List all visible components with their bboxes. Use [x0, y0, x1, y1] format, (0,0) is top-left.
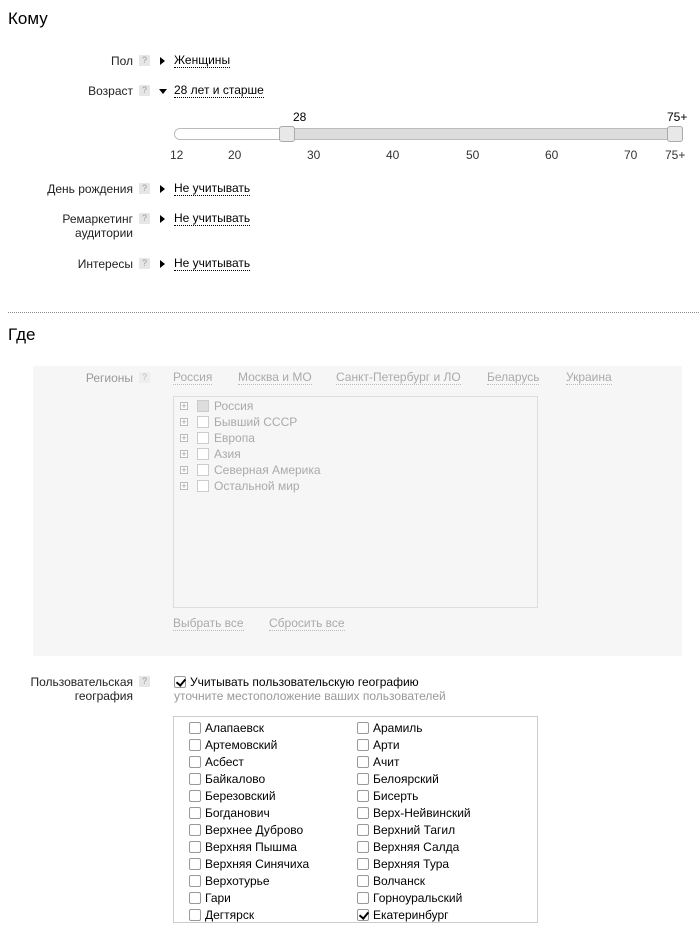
city-label[interactable]: Верхнее Дуброво: [205, 823, 304, 837]
city-label[interactable]: Арамиль: [373, 721, 423, 735]
age-slider-low-handle[interactable]: [279, 126, 295, 142]
gender-label: Пол: [110, 54, 133, 68]
age-slider-tick: 40: [386, 148, 400, 162]
user-geo-help-icon[interactable]: ?: [139, 676, 150, 687]
city-checkbox[interactable]: [189, 773, 201, 785]
city-label[interactable]: Богданович: [205, 806, 270, 820]
select-all-link[interactable]: Выбрать все: [173, 616, 244, 630]
city-label[interactable]: Горноуральский: [373, 891, 463, 905]
age-slider-tick: 50: [466, 148, 480, 162]
remarketing-help-icon[interactable]: ?: [139, 213, 150, 224]
gender-help-icon[interactable]: ?: [139, 55, 150, 66]
city-label[interactable]: Асбест: [205, 755, 244, 769]
age-slider-tick: 30: [307, 148, 321, 162]
expand-plus-icon[interactable]: +: [181, 433, 187, 443]
city-checkbox[interactable]: [189, 858, 201, 870]
interests-label: Интересы: [77, 257, 133, 271]
interests-help-icon[interactable]: ?: [139, 258, 150, 269]
city-label[interactable]: Верхняя Тура: [373, 857, 450, 871]
region-quick-link[interactable]: Украина: [566, 370, 612, 384]
region-quick-link[interactable]: Беларусь: [487, 370, 540, 384]
age-help-icon[interactable]: ?: [139, 85, 150, 96]
region-checkbox[interactable]: [197, 432, 209, 444]
user-geo-label: [30, 675, 133, 703]
region-name: Россия: [214, 399, 254, 413]
birthday-help-icon[interactable]: ?: [139, 183, 150, 194]
city-checkbox[interactable]: [357, 739, 369, 751]
city-label[interactable]: Верхняя Пышма: [205, 840, 297, 854]
city-checkbox[interactable]: [189, 722, 201, 734]
interests-dropdown[interactable]: Не учитывать: [174, 256, 251, 270]
city-label[interactable]: Верхняя Синячиха: [205, 857, 310, 871]
region-checkbox[interactable]: [197, 464, 209, 476]
city-label[interactable]: Бисерть: [373, 789, 419, 803]
region-name: Северная Америка: [214, 463, 321, 477]
age-dropdown[interactable]: 28 лет и старше: [174, 83, 264, 97]
age-collapse-icon[interactable]: [159, 89, 167, 94]
section-title-whom: Кому: [8, 9, 48, 28]
remarketing-label-line1: Ремаркетинг: [62, 212, 133, 226]
city-checkbox[interactable]: [189, 739, 201, 751]
age-slider-tick: 70: [624, 148, 638, 162]
city-label[interactable]: Верхний Тагил: [373, 823, 456, 837]
regions-label: Регионы: [85, 371, 133, 385]
region-checkbox[interactable]: [197, 416, 209, 428]
city-checkbox[interactable]: [357, 773, 369, 785]
city-checkbox[interactable]: [357, 756, 369, 768]
section-title-where: Где: [8, 325, 36, 344]
region-name: Остальной мир: [214, 479, 300, 493]
city-checkbox[interactable]: [189, 892, 201, 904]
expand-plus-icon[interactable]: +: [181, 481, 187, 491]
city-label[interactable]: Волчанск: [373, 874, 425, 888]
age-slider-tick: 12: [170, 148, 184, 162]
city-checkbox[interactable]: [357, 858, 369, 870]
city-checkbox[interactable]: [357, 807, 369, 819]
remarketing-dropdown[interactable]: Не учитывать: [174, 211, 251, 225]
city-label[interactable]: Верх-Нейвинский: [373, 806, 471, 820]
city-checkbox[interactable]: [357, 875, 369, 887]
region-quick-link[interactable]: Москва и МО: [238, 370, 312, 384]
city-checkbox[interactable]: [357, 722, 369, 734]
city-checkbox[interactable]: [189, 824, 201, 836]
city-checkbox[interactable]: [189, 756, 201, 768]
remarketing-label-line2: аудитории: [75, 226, 133, 240]
age-slider-tick: 20: [228, 148, 242, 162]
age-slider-track[interactable]: [174, 128, 683, 140]
regions-help-icon[interactable]: ?: [139, 372, 150, 383]
birthday-label: День рождения: [47, 182, 133, 196]
city-label[interactable]: Березовский: [205, 789, 276, 803]
region-checkbox[interactable]: [197, 448, 209, 460]
region-quick-link[interactable]: Россия: [173, 370, 213, 384]
expand-plus-icon[interactable]: +: [181, 465, 187, 475]
user-geo-hint: уточните местоположение ваших пользователей: [174, 689, 446, 703]
birthday-dropdown[interactable]: Не учитывать: [174, 181, 251, 195]
remarketing-expand-icon[interactable]: [160, 215, 165, 223]
city-label[interactable]: Байкалово: [205, 772, 266, 786]
city-label[interactable]: Артемовский: [205, 738, 278, 752]
age-slider-low-label: 28: [293, 110, 307, 124]
expand-plus-icon[interactable]: +: [181, 401, 187, 411]
age-label: Возраст: [88, 84, 133, 98]
city-label[interactable]: Ачит: [373, 755, 400, 769]
age-slider-high-handle[interactable]: [667, 126, 683, 142]
expand-plus-icon[interactable]: +: [181, 449, 187, 459]
city-checkbox[interactable]: [189, 909, 201, 921]
city-checkbox[interactable]: [357, 841, 369, 853]
section-divider: [8, 312, 699, 313]
city-label[interactable]: Дегтярск: [205, 908, 255, 922]
city-checkbox[interactable]: [357, 892, 369, 904]
city-checkbox[interactable]: [189, 875, 201, 887]
city-checkbox[interactable]: [357, 824, 369, 836]
region-name: Азия: [214, 447, 241, 461]
city-label[interactable]: Верхняя Салда: [373, 840, 460, 854]
reset-all-link[interactable]: Сбросить все: [269, 616, 345, 630]
city-label[interactable]: Белоярский: [373, 772, 439, 786]
region-name: Бывший СССР: [214, 415, 298, 429]
gender-dropdown[interactable]: Женщины: [174, 53, 231, 67]
city-checkbox[interactable]: [357, 909, 369, 921]
remarketing-label: [62, 212, 133, 240]
expand-plus-icon[interactable]: +: [181, 417, 187, 427]
age-slider-tick: 60: [545, 148, 559, 162]
region-quick-link[interactable]: Санкт-Петербург и ЛО: [336, 370, 461, 384]
city-checkbox[interactable]: [357, 790, 369, 802]
region-checkbox[interactable]: [197, 480, 209, 492]
city-label[interactable]: Верхотурье: [205, 874, 270, 888]
city-checkbox[interactable]: [189, 841, 201, 853]
region-checkbox[interactable]: [197, 400, 209, 412]
user-geo-label-line1: Пользовательская: [30, 675, 133, 689]
city-checkbox[interactable]: [189, 807, 201, 819]
age-slider-high-label: 75+: [667, 110, 688, 124]
city-label[interactable]: Гари: [205, 891, 231, 905]
age-slider-tick: 75+: [665, 148, 686, 162]
user-geo-label-line2: география: [74, 689, 133, 703]
city-label[interactable]: Екатеринбург: [373, 908, 449, 922]
city-label[interactable]: Алапаевск: [205, 721, 265, 735]
user-geo-checkbox[interactable]: [174, 676, 186, 688]
user-geo-checkbox-label[interactable]: Учитывать пользовательскую географию: [190, 675, 419, 689]
city-checkbox[interactable]: [189, 790, 201, 802]
age-slider-unselected: [175, 129, 286, 139]
interests-expand-icon[interactable]: [160, 260, 165, 268]
birthday-expand-icon[interactable]: [160, 185, 165, 193]
gender-expand-icon[interactable]: [160, 57, 165, 65]
region-name: Европа: [214, 431, 255, 445]
city-label[interactable]: Арти: [373, 738, 400, 752]
